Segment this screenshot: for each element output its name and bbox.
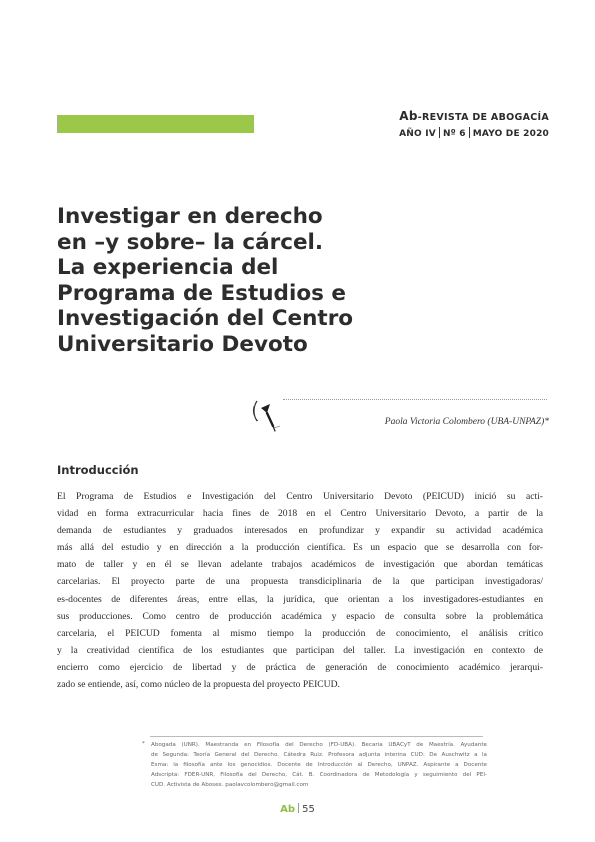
journal-issue: Nº 6 xyxy=(442,129,466,139)
body-line: más allá del estudio y en dirección a la producción científica. Es un espacio que se desarrolla con for- xyxy=(57,542,543,554)
body-line: carcelarias. El proyecto parte de una propuesta transdiciplinaria de la que participan investigadoras/ xyxy=(57,576,543,588)
title-line: Programa de Estudios e xyxy=(57,280,346,306)
separator xyxy=(298,803,299,813)
body-line: sus producciones. Como centro de producción académica y espacio de consulta sobre la problemática xyxy=(57,610,543,622)
footnote-line: Abogada (UNR). Maestranda en Filosofía del Derecho (FD-UBA). Becaria UBACyT de Maestría. Ayudante xyxy=(151,742,487,748)
title-line: Universitario Devoto xyxy=(57,331,308,357)
article-title xyxy=(57,204,417,357)
footnote-text xyxy=(151,740,487,790)
header-accent-bar xyxy=(57,115,254,133)
title-line: en –y sobre– la cárcel. xyxy=(57,229,324,255)
title-line: Investigar en derecho xyxy=(57,204,323,229)
body-line: vidad en forma extracurricular hacia fines de 2018 en el Centro Universitario Devoto, a partir de la xyxy=(57,508,543,520)
journal-name: Ab-REVISTA DE ABOGACÍA xyxy=(399,109,549,123)
body-line: es-docentes de diferentes áreas, entre ellas, la jurídica, que orientan a los investigadores-estudiantes en xyxy=(57,593,543,605)
footnote-line: Esma: la filosofía ante los genocidios. Docente de Introducción al Derecho, UNPAZ. Aspirante a Docente xyxy=(151,762,487,768)
article-author: Paola Victoria Colombero (UBA-UNPAZ)* xyxy=(384,417,549,427)
separator xyxy=(439,127,440,138)
footer-journal-logo: Ab xyxy=(280,804,296,815)
journal-issue-info xyxy=(399,127,549,140)
page-footer xyxy=(0,803,595,815)
title-line: Investigación del Centro xyxy=(57,306,354,331)
journal-date: MAYO DE 2020 xyxy=(472,129,549,139)
footnote-mark: * xyxy=(142,741,145,747)
body-line: zado se entiende, así, como núcleo de la propuesta del proyecto PEICUD. xyxy=(57,679,340,691)
footnote-rule xyxy=(150,736,483,737)
section-heading: Introducción xyxy=(57,463,139,477)
fountain-pen-icon xyxy=(251,399,283,435)
body-paragraph xyxy=(57,488,543,693)
journal-year: AÑO IV xyxy=(399,129,436,139)
title-line: La experiencia del xyxy=(57,255,279,280)
body-line: carcelaria, el PEICUD fomenta al mismo tiempo la producción de conocimiento, el análisis crítico xyxy=(57,627,543,639)
footnote xyxy=(142,740,487,790)
body-line: El Programa de Estudios e Investigación del Centro Universitario Devoto (PEICUD) inició su acti- xyxy=(57,491,543,502)
footnote-line: CUD. Activista de Abosex. paolavcolombero@gmail.com xyxy=(151,782,309,788)
author-divider xyxy=(283,399,547,400)
page-number: 55 xyxy=(302,804,315,815)
footnote-line: Adscripta: FDER-UNR, Filosofía del Derecho, Cát. B. Coordinadora de Metodología y seguimiento del PEI- xyxy=(151,772,487,778)
body-line: y la creatividad científica de los estudiantes que participan del taller. La investigación en contexto de xyxy=(57,644,543,656)
journal-header xyxy=(399,110,549,140)
body-line: mato de taller y en él se llevan adelante trabajos académicos de investigación que abordan temáticas xyxy=(57,559,543,571)
footnote-line: de Segunda: Teoría General del Derecho. Cátedra Ruiz. Profesora adjunta interina CUD: De Auschwitz a la xyxy=(151,752,487,758)
body-line: encierro como ejercicio de libertad y de práctica de generación de conocimiento académico jerarqui- xyxy=(57,661,543,673)
body-line: demanda de estudiantes y graduados interesados en profundizar y expandir su actividad académica xyxy=(57,525,543,537)
separator xyxy=(469,127,470,138)
